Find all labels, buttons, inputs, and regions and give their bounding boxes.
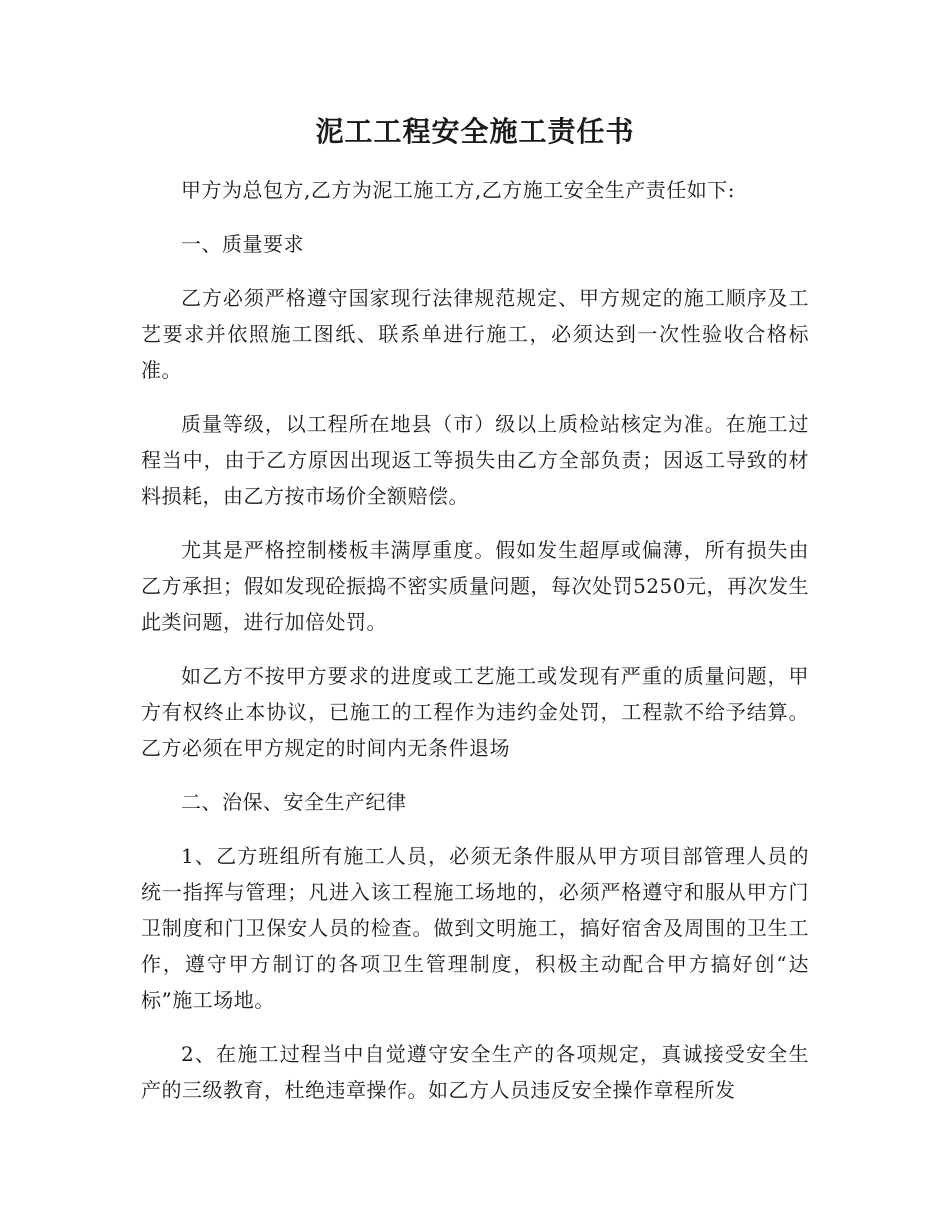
paragraph-termination: 如乙方不按甲方要求的进度或工艺施工或发现有严重的质量问题，甲方有权终止本协议，已施工的工程作为违约金处罚，工程款不给予结算。乙方必须在甲方规定的时间内无条件退场 bbox=[141, 664, 809, 760]
paragraph-quality-grade: 质量等级，以工程所在地县（市）级以上质检站核定为准。在施工过程当中，由于乙方原因出现返工等损失由乙方全部负责；因返工导致的材料损耗，由乙方按市场价全额赔偿。 bbox=[141, 412, 809, 508]
section-heading-quality: 一、质量要求 bbox=[181, 232, 304, 256]
intro-paragraph: 甲方为总包方,乙方为泥工施工方,乙方施工安全生产责任如下: bbox=[181, 178, 735, 202]
paragraph-safety-item-2: 2、在施工过程当中自觉遵守安全生产的各项规定，真诚接受安全生产的三级教育，杜绝违章操作。如乙方人员违反安全操作章程所发 bbox=[141, 1042, 809, 1102]
document-title: 泥工工程安全施工责任书 bbox=[315, 115, 635, 148]
section-heading-safety: 二、治保、安全生产纪律 bbox=[181, 790, 407, 814]
paragraph-floor-thickness: 尤其是严格控制楼板丰满厚重度。假如发生超厚或偏薄，所有损失由乙方承担；假如发现砼振捣不密实质量问题，每次处罚5250元，再次发生此类问题，进行加倍处罚。 bbox=[141, 538, 809, 634]
document-body bbox=[141, 106, 809, 1108]
paragraph-safety-item-1: 1、乙方班组所有施工人员，必须无条件服从甲方项目部管理人员的统一指挥与管理；凡进入该工程施工场地的，必须严格遵守和服从甲方门卫制度和门卫保安人员的检查。做到文明施工，搞好宿舍及周围的卫生工作，遵守甲方制订的各项卫生管理制度，积极主动配合甲方搞好创“达标”施工场地。 bbox=[141, 844, 809, 1012]
paragraph-quality-standards: 乙方必须严格遵守国家现行法律规范规定、甲方规定的施工顺序及工艺要求并依照施工图纸、联系单进行施工，必须达到一次性验收合格标准。 bbox=[141, 286, 809, 382]
